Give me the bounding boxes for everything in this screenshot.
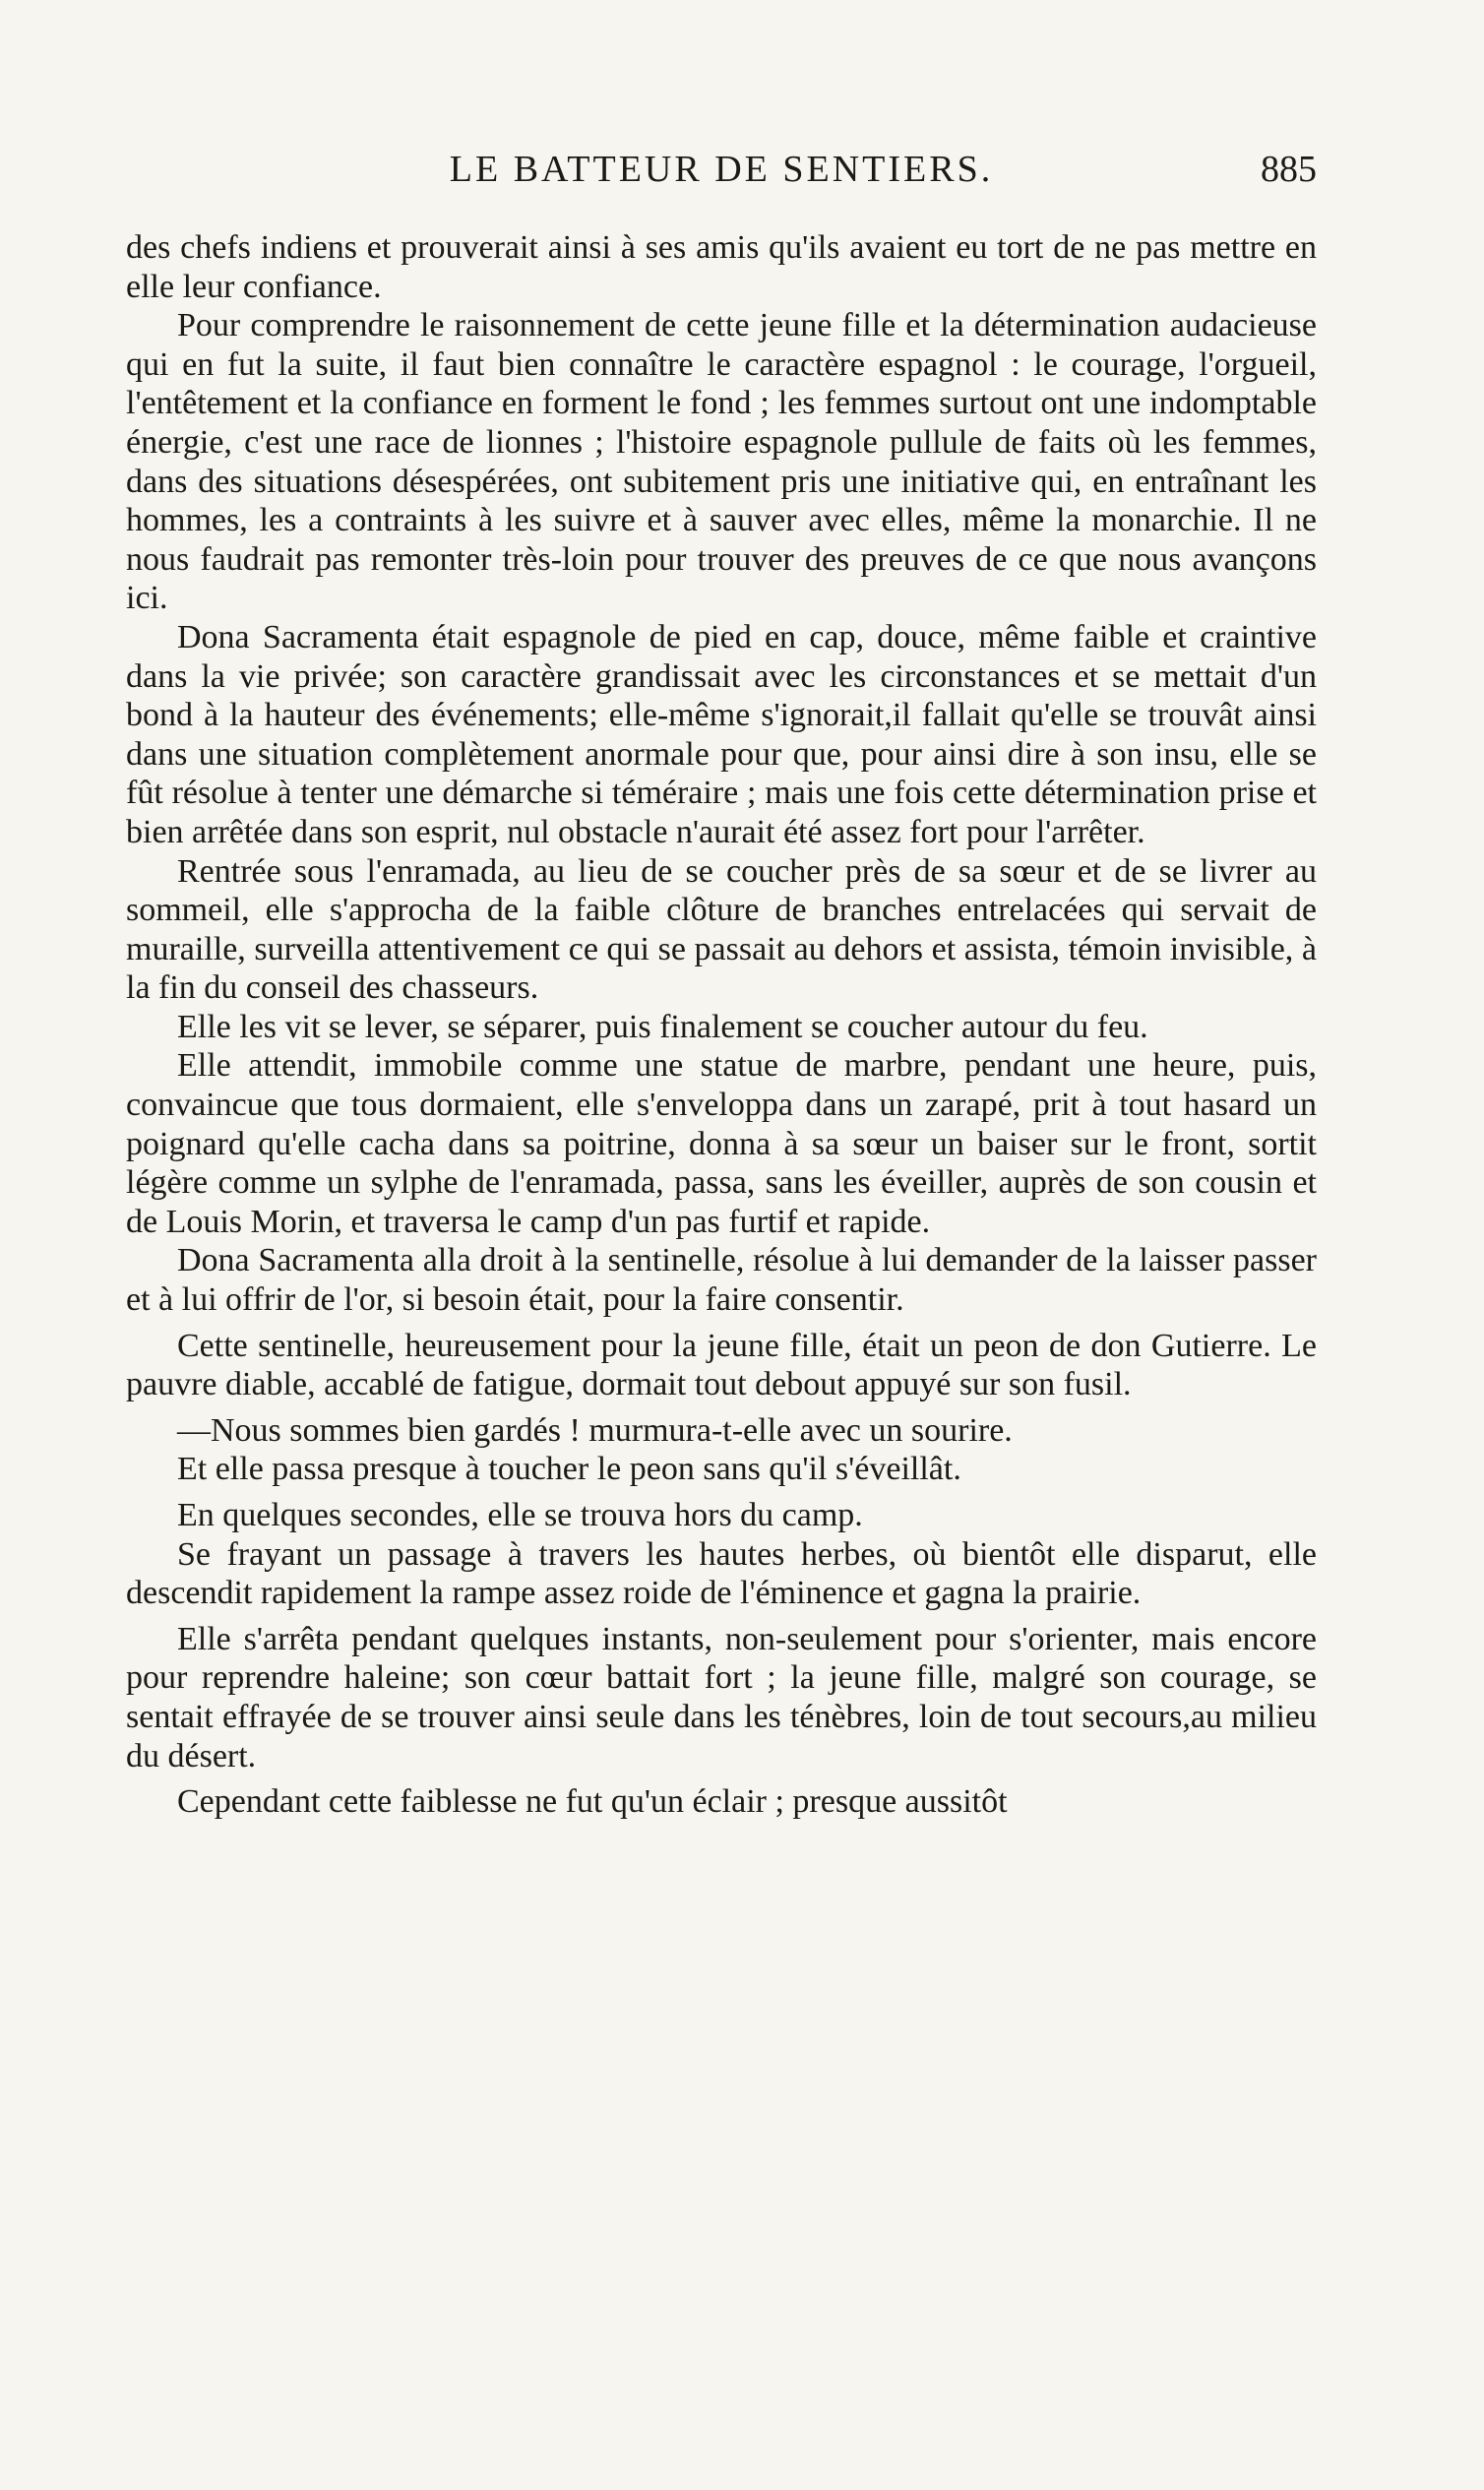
paragraph: —Nous sommes bien gardés ! murmura-t-elle avec un sourire. [177,1411,1013,1449]
paragraph: Pour comprendre le raisonnement de cette jeune fille et la détermination audacieuse qui en fut la suite, il faut bien connaître le caractère espagnol : le courage, l'orgueil, l'entêtement et la confiance en forment le fond ; les femmes surtout ont une indomptable énergie, c'est une race de lionnes ; l'histoire espagnole pullule de faits où les femmes, dans des situations désespérées, ont subitement pris une initiative qui, en entraînant les hommes, les a contraints à les suivre et à sauver avec elles, même la monarchie. Il ne nous faudrait pas remonter très-loin pour trouver des preuves de ce que nous avançons ici. [126,307,1317,617]
paragraph: Et elle passa presque à toucher le peon sans qu'il s'éveillât. [177,1451,961,1488]
paragraph: Cette sentinelle, heureusement pour la jeune fille, était un peon de don Gutierre. Le pauvre diable, accablé de fatigue, dormait tout debout appuyé sur son fusil. [126,1327,1317,1403]
paragraph: Dona Sacramenta était espagnole de pied en cap, douce, même faible et craintive dans la vie privée; son caractère grandissait avec les circonstances et se mettait d'un bond à la hauteur des événements; elle-même s'ignorait,il fallait qu'elle se trouvât ainsi dans une situation complètement anormale pour que, pour ainsi dire à son insu, elle se fût résolue à tenter une démarche si téméraire ; mais une fois cette détermination prise et bien arrêtée dans son esprit, nul obstacle n'aurait été assez fort pour l'arrêter. [126,618,1317,850]
paragraph: Elle les vit se lever, se séparer, puis finalement se coucher autour du feu. [177,1008,1148,1045]
paragraph: En quelques secondes, elle se trouva hors du camp. [177,1497,863,1533]
paragraph: Rentrée sous l'enramada, au lieu de se coucher près de sa sœur et de se livrer au sommeil, elle s'approcha de la faible clôture de branches entrelacées qui servait de muraille, surveilla attentivement ce qui se passait au dehors et assista, témoin invisible, à la fin du conseil des chasseurs. [126,852,1317,1007]
page-header [126,148,1317,207]
paragraph: Cependant cette faiblesse ne fut qu'un éclair ; presque aussitôt [177,1783,1008,1821]
running-title: LE BATTEUR DE SENTIERS. [449,149,994,190]
paragraph: Elle s'arrêta pendant quelques instants, non-seulement pour s'orienter, mais encore pour reprendre haleine; son cœur battait fort ; la jeune fille, malgré son courage, se sentait effrayée de se trouver ainsi seule dans les ténèbres, loin de tout secours,au milieu du désert. [126,1620,1317,1774]
paragraph: Se frayant un passage à travers les hautes herbes, où bientôt elle disparut, elle descendit rapidement la rampe assez roide de l'éminence et gagna la prairie. [126,1535,1317,1612]
page-number: 885 [1261,149,1317,190]
body-text [126,228,1317,1822]
paragraph: Dona Sacramenta alla droit à la sentinelle, résolue à lui demander de la laisser passer et à lui offrir de l'or, si besoin était, pour la faire consentir. [126,1242,1317,1319]
paragraph: Elle attendit, immobile comme une statue de marbre, pendant une heure, puis, convaincue que tous dormaient, elle s'enveloppa dans un zarapé, prit à tout hasard un poignard qu'elle cacha dans sa poitrine, donna à sa sœur un baiser sur le front, sortit légère comme un sylphe de l'enramada, passa, sans les éveiller, auprès de son cousin et de Louis Morin, et traversa le camp d'un pas furtif et rapide. [126,1047,1317,1240]
paragraph: des chefs indiens et prouverait ainsi à ses amis qu'ils avaient eu tort de ne pas mettre en elle leur confiance. [126,229,1317,305]
